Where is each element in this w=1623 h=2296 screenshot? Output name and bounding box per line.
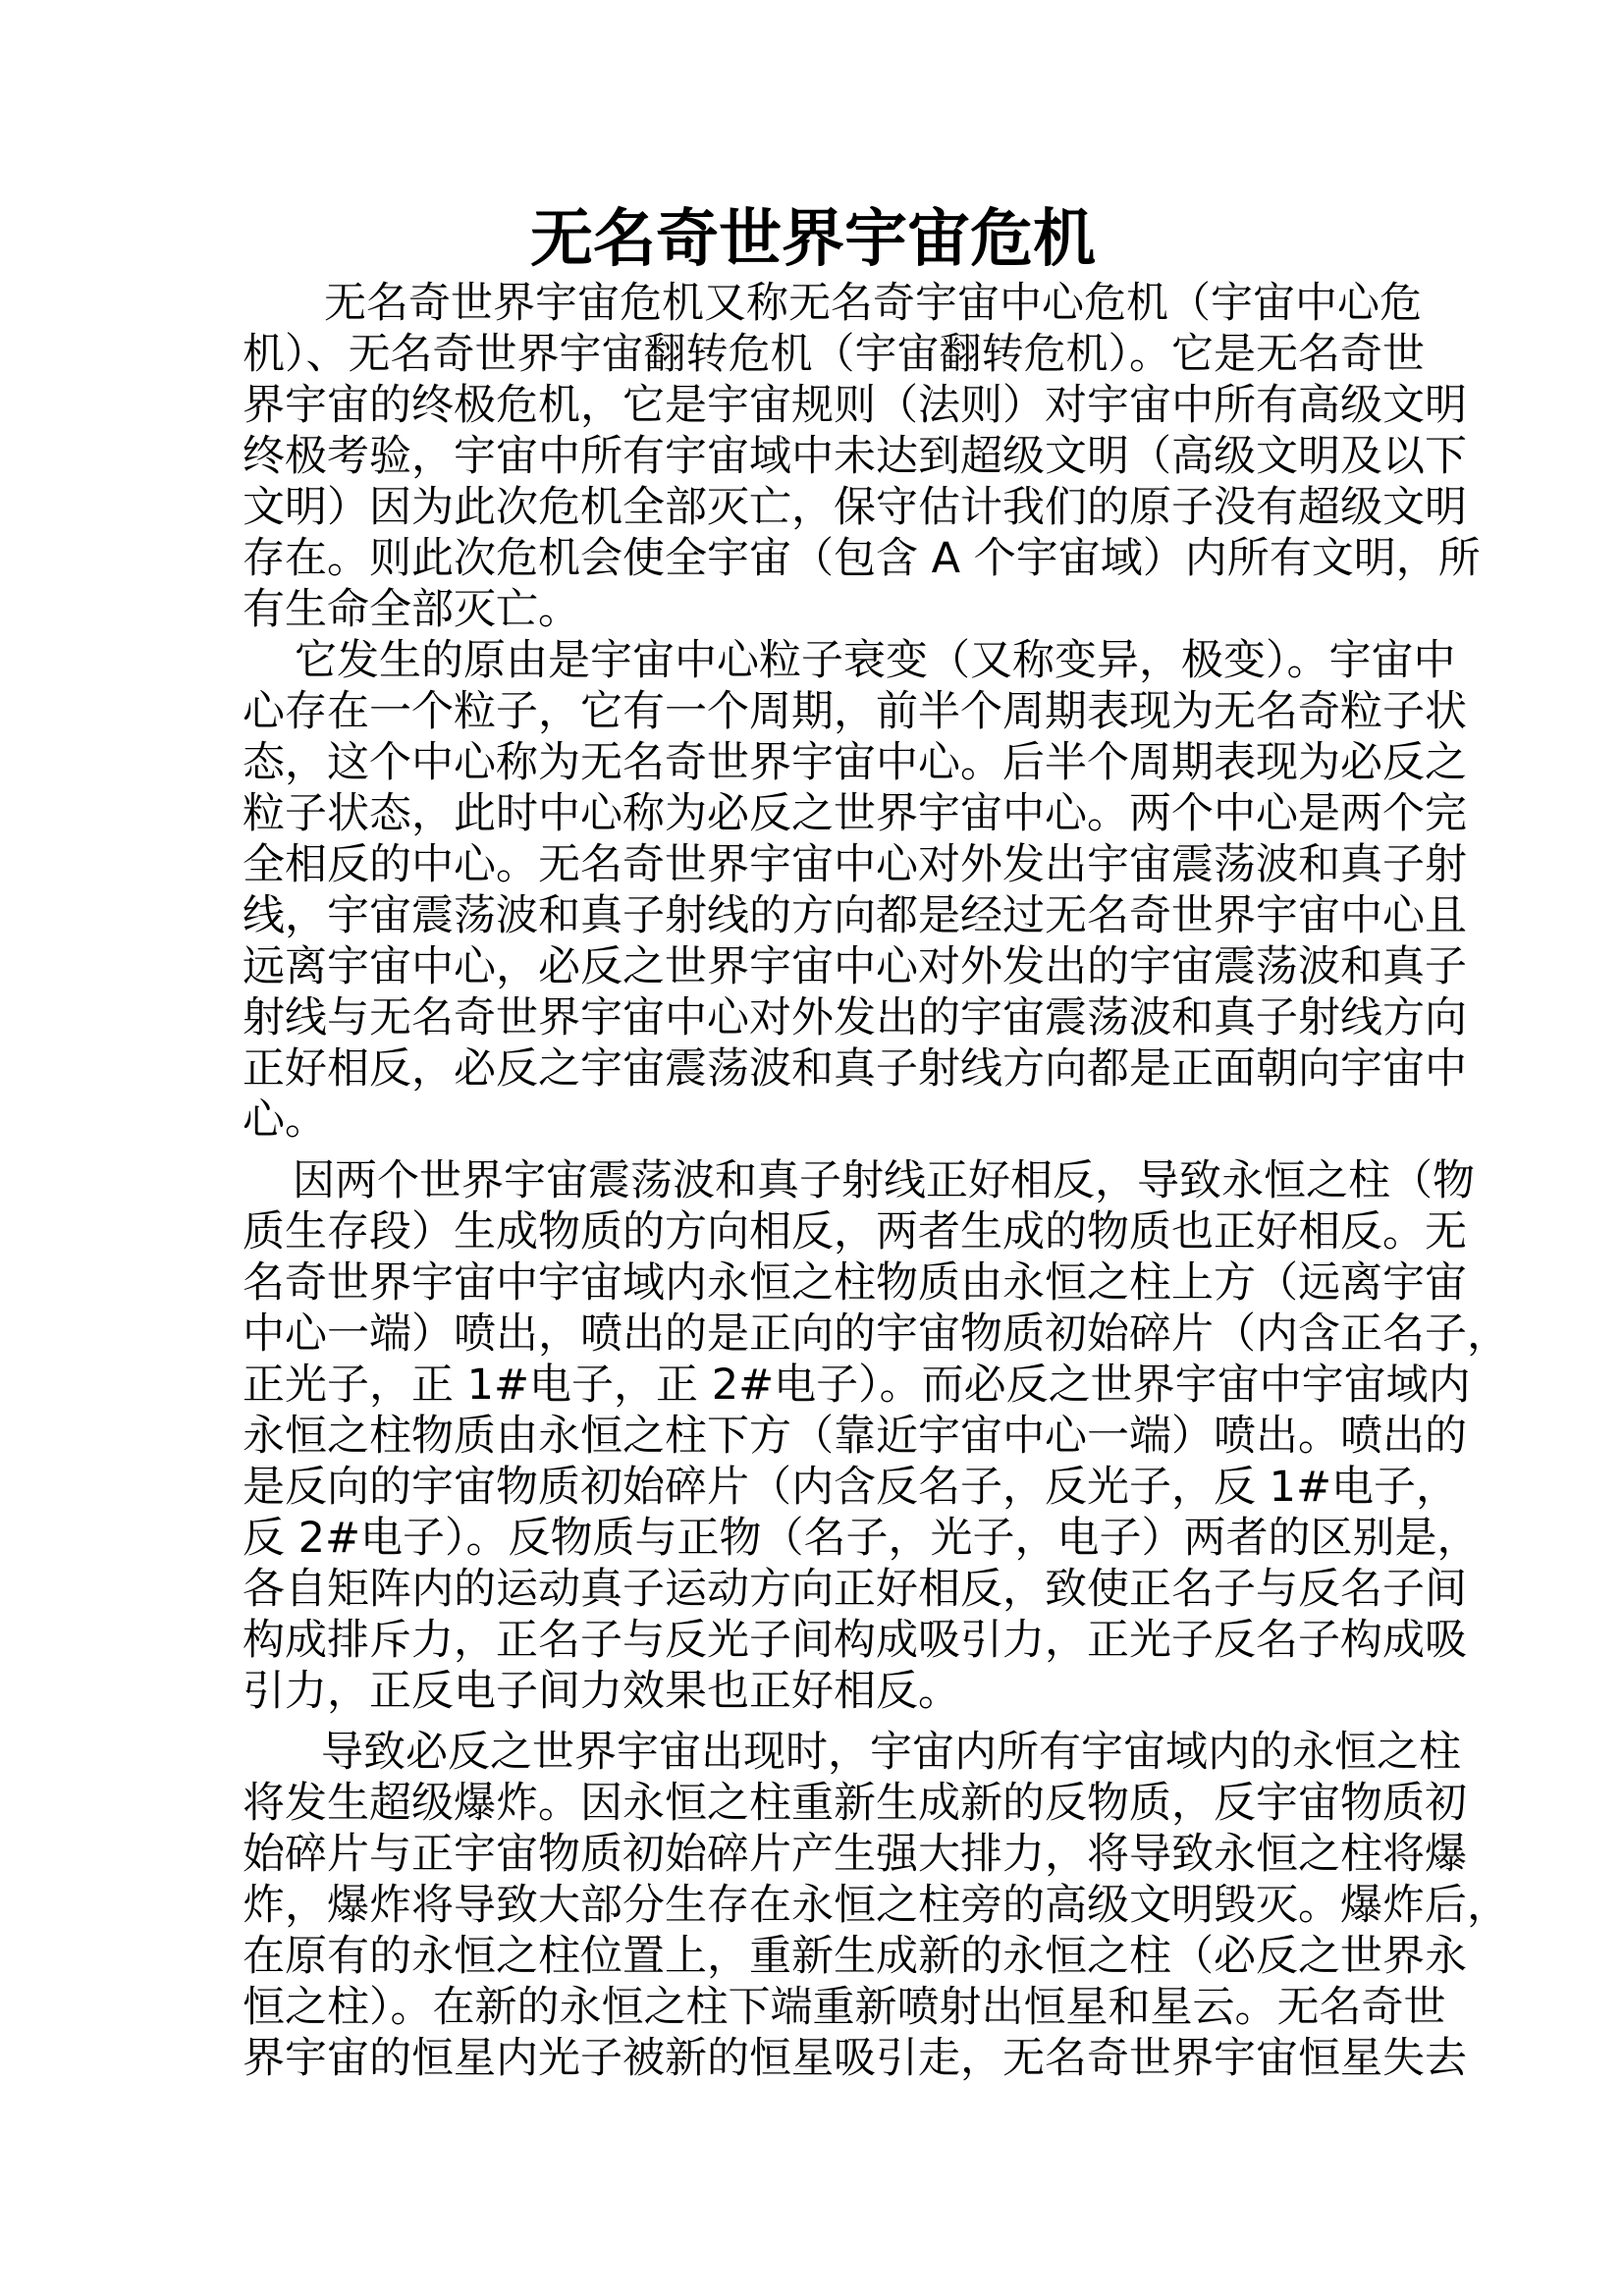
text-line: 机）、无名奇世界宇宙翻转危机（宇宙翻转危机）。它是无名奇世	[243, 330, 1425, 379]
text-line: 终极考验，宇宙中所有宇宙域中未达到超级文明（高级文明及以下	[243, 432, 1467, 481]
text-line: 远离宇宙中心，必反之世界宇宙中心对外发出的宇宙震荡波和真子	[243, 942, 1467, 991]
text-line: 文明）因为此次危机全部灭亡，保守估计我们的原子没有超级文明	[243, 483, 1467, 532]
text-line: 是反向的宇宙物质初始碎片（内含反名子，反光子，反 1#电子，	[243, 1463, 1459, 1512]
text-line: 线，宇宙震荡波和真子射线的方向都是经过无名奇世界宇宙中心且	[243, 891, 1467, 940]
text-line: 质生存段）生成物质的方向相反，两者生成的物质也正好相反。无	[243, 1207, 1467, 1256]
document-title: 无名奇世界宇宙危机	[530, 203, 1096, 276]
text-line: 反 2#电子）。反物质与正物（名子，光子，电子）两者的区别是，	[243, 1514, 1480, 1563]
text-line: 心存在一个粒子，它有一个周期，前半个周期表现为无名奇粒子状	[243, 687, 1467, 736]
text-line: 它发生的原由是宇宙中心粒子衰变（又称变异，极变）。宇宙中	[295, 636, 1456, 685]
text-line: 永恒之柱物质由永恒之柱下方（靠近宇宙中心一端）喷出。喷出的	[243, 1412, 1467, 1461]
text-line: 炸，爆炸将导致大部分生存在永恒之柱旁的高级文明毁灭。爆炸后，	[243, 1881, 1509, 1930]
text-line: 导致必反之世界宇宙出现时，宇宙内所有宇宙域内的永恒之柱	[321, 1728, 1461, 1777]
text-line: 界宇宙的终极危机，它是宇宙规则（法则）对宇宙中所有高级文明	[243, 381, 1467, 430]
text-line: 将发生超级爆炸。因永恒之柱重新生成新的反物质，反宇宙物质初	[243, 1779, 1467, 1828]
text-line: 心。	[243, 1095, 327, 1145]
document-content	[243, 201, 1509, 2084]
text-line: 存在。则此次危机会使全宇宙（包含 A 个宇宙域）内所有文明，所	[243, 534, 1481, 583]
text-line: 中心一端）喷出，喷出的是正向的宇宙物质初始碎片（内含正名子，	[243, 1309, 1509, 1359]
paragraph	[243, 635, 1467, 1146]
text-line: 无名奇世界宇宙危机又称无名奇宇宙中心危机（宇宙中心危	[324, 279, 1422, 328]
text-line: 始碎片与正宇宙物质初始碎片产生强大排力，将导致永恒之柱将爆	[243, 1830, 1467, 1879]
text-line: 恒之柱）。在新的永恒之柱下端重新喷射出恒星和星云。无名奇世	[243, 1983, 1446, 2032]
text-line: 正光子，正 1#电子，正 2#电子）。而必反之世界宇宙中宇宙域内	[243, 1361, 1471, 1410]
text-line: 正好相反，必反之宇宙震荡波和真子射线方向都是正面朝向宇宙中	[243, 1044, 1467, 1094]
text-line: 射线与无名奇世界宇宙中心对外发出的宇宙震荡波和真子射线方向	[243, 993, 1467, 1042]
text-line: 在原有的永恒之柱位置上，重新生成新的永恒之柱（必反之世界永	[243, 1932, 1467, 1981]
text-line: 名奇世界宇宙中宇宙域内永恒之柱物质由永恒之柱上方（远离宇宙	[243, 1258, 1467, 1308]
text-line: 引力，正反电子间力效果也正好相反。	[243, 1667, 960, 1716]
text-line: 全相反的中心。无名奇世界宇宙中心对外发出宇宙震荡波和真子射	[243, 840, 1467, 889]
text-line: 因两个世界宇宙震荡波和真子射线正好相反，导致永恒之柱（物	[293, 1156, 1475, 1205]
text-line: 界宇宙的恒星内光子被新的恒星吸引走，无名奇世界宇宙恒星失去	[243, 2034, 1467, 2083]
paragraph	[243, 1727, 1509, 2084]
paragraph	[243, 1155, 1509, 1717]
paragraph	[243, 278, 1481, 635]
text-line: 粒子状态，此时中心称为必反之世界宇宙中心。两个中心是两个完	[243, 789, 1467, 838]
text-line: 构成排斥力，正名子与反光子间构成吸引力，正光子反名子构成吸	[243, 1616, 1467, 1665]
paragraphs-container	[243, 278, 1509, 2084]
text-line: 各自矩阵内的运动真子运动方向正好相反，致使正名子与反名子间	[243, 1565, 1467, 1614]
text-line: 态，这个中心称为无名奇世界宇宙中心。后半个周期表现为必反之	[243, 738, 1467, 787]
text-line: 有生命全部灭亡。	[243, 585, 580, 634]
